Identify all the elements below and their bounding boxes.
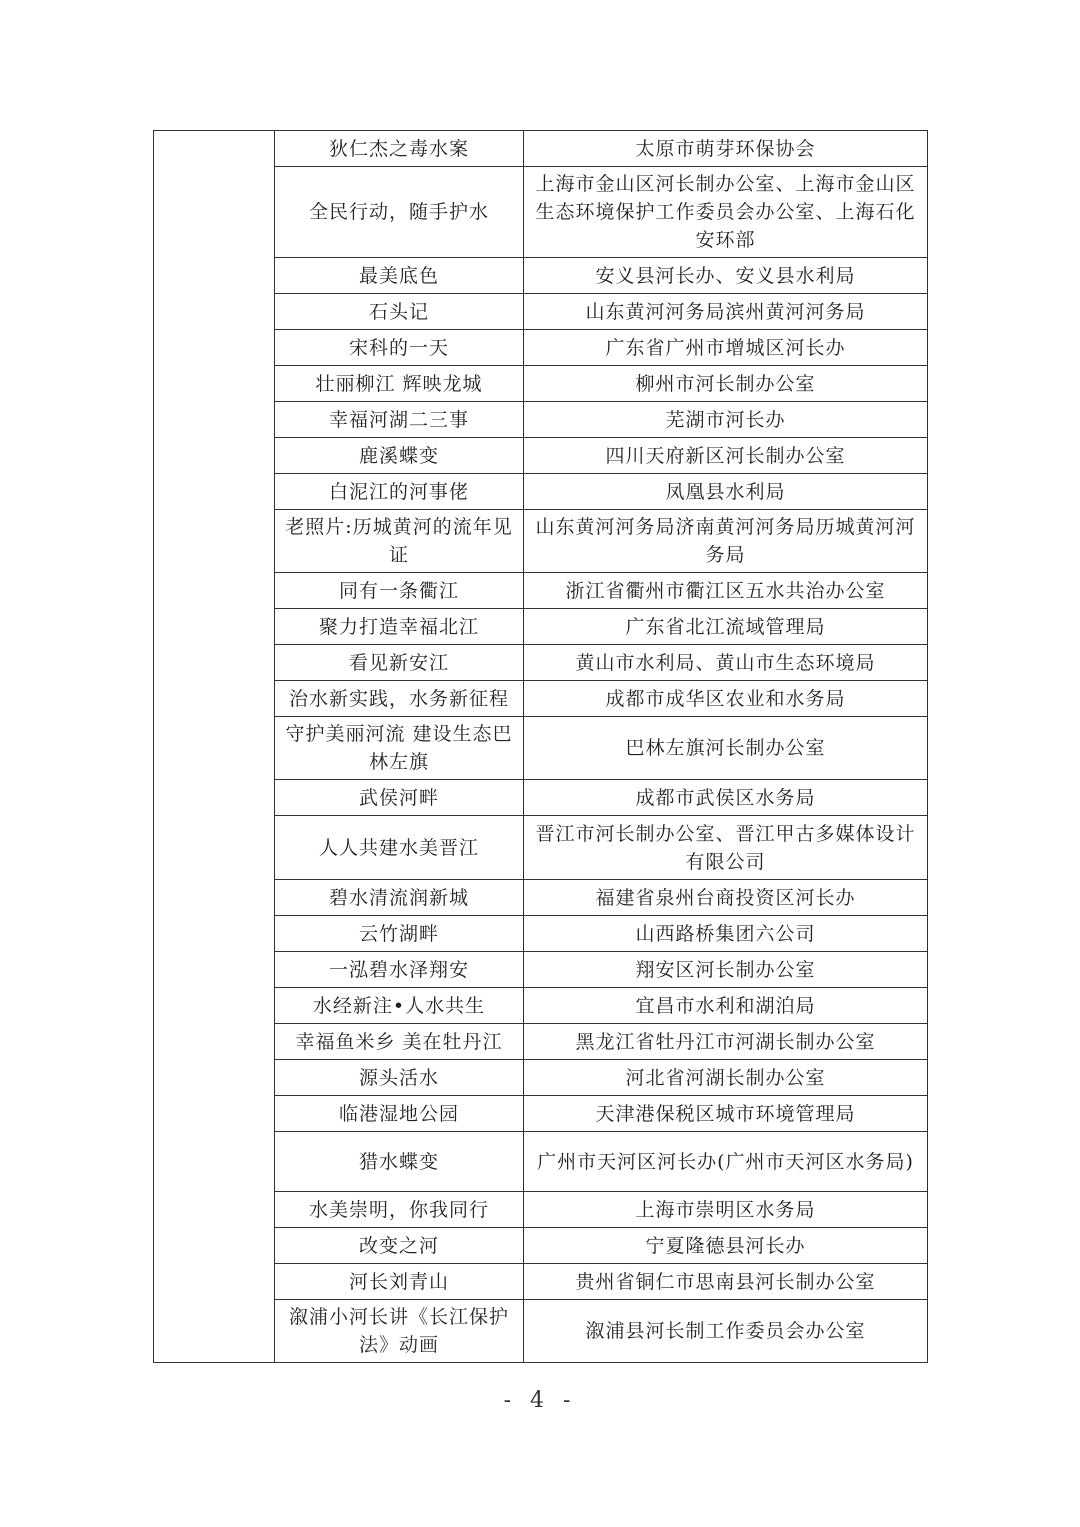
work-title-cell: 临港湿地公园 xyxy=(275,1096,524,1132)
work-title-cell: 石头记 xyxy=(275,294,524,330)
organization-cell: 河北省河湖长制办公室 xyxy=(524,1060,928,1096)
work-title-cell: 看见新安江 xyxy=(275,645,524,681)
organization-cell: 翔安区河长制办公室 xyxy=(524,952,928,988)
organization-cell: 凤凰县水利局 xyxy=(524,474,928,510)
work-title-cell: 聚力打造幸福北江 xyxy=(275,609,524,645)
work-title-cell: 幸福鱼米乡 美在牡丹江 xyxy=(275,1024,524,1060)
work-title-cell: 狄仁杰之毒水案 xyxy=(275,131,524,167)
work-title-cell: 守护美丽河流 建设生态巴林左旗 xyxy=(275,717,524,780)
organization-cell: 宜昌市水利和湖泊局 xyxy=(524,988,928,1024)
organization-cell: 广州市天河区河长办(广州市天河区水务局) xyxy=(524,1132,928,1192)
organization-cell: 溆浦县河长制工作委员会办公室 xyxy=(524,1300,928,1363)
organization-cell: 浙江省衢州市衢江区五水共治办公室 xyxy=(524,573,928,609)
page-number: - 4 - xyxy=(503,1388,577,1413)
work-title-cell: 宋科的一天 xyxy=(275,330,524,366)
awards-table xyxy=(153,130,928,1363)
organization-cell: 上海市崇明区水务局 xyxy=(524,1192,928,1228)
work-title-cell: 碧水清流润新城 xyxy=(275,880,524,916)
work-title-cell: 同有一条衢江 xyxy=(275,573,524,609)
organization-cell: 黑龙江省牡丹江市河湖长制办公室 xyxy=(524,1024,928,1060)
organization-cell: 山东黄河河务局滨州黄河河务局 xyxy=(524,294,928,330)
work-title-cell: 全民行动，随手护水 xyxy=(275,167,524,258)
organization-cell: 芜湖市河长办 xyxy=(524,402,928,438)
organization-cell: 福建省泉州台商投资区河长办 xyxy=(524,880,928,916)
work-title-cell: 水美崇明，你我同行 xyxy=(275,1192,524,1228)
work-title-cell: 壮丽柳江 辉映龙城 xyxy=(275,366,524,402)
organization-cell: 上海市金山区河长制办公室、上海市金山区生态环境保护工作委员会办公室、上海石化安环部 xyxy=(524,167,928,258)
work-title-cell: 武侯河畔 xyxy=(275,780,524,816)
organization-cell: 柳州市河长制办公室 xyxy=(524,366,928,402)
organization-cell: 广东省北江流域管理局 xyxy=(524,609,928,645)
organization-cell: 贵州省铜仁市思南县河长制办公室 xyxy=(524,1264,928,1300)
work-title-cell: 幸福河湖二三事 xyxy=(275,402,524,438)
organization-cell: 山西路桥集团六公司 xyxy=(524,916,928,952)
organization-cell: 宁夏隆德县河长办 xyxy=(524,1228,928,1264)
organization-cell: 黄山市水利局、黄山市生态环境局 xyxy=(524,645,928,681)
work-title-cell: 鹿溪蝶变 xyxy=(275,438,524,474)
work-title-cell: 猎水蝶变 xyxy=(275,1132,524,1192)
organization-cell: 巴林左旗河长制办公室 xyxy=(524,717,928,780)
work-title-cell: 改变之河 xyxy=(275,1228,524,1264)
table-body xyxy=(154,131,928,1363)
work-title-cell: 治水新实践，水务新征程 xyxy=(275,681,524,717)
organization-cell: 安义县河长办、安义县水利局 xyxy=(524,258,928,294)
work-title-cell: 人人共建水美晋江 xyxy=(275,816,524,880)
work-title-cell: 一泓碧水泽翔安 xyxy=(275,952,524,988)
table-row xyxy=(154,131,928,167)
organization-cell: 太原市萌芽环保协会 xyxy=(524,131,928,167)
work-title-cell: 云竹湖畔 xyxy=(275,916,524,952)
organization-cell: 天津港保税区城市环境管理局 xyxy=(524,1096,928,1132)
organization-cell: 晋江市河长制办公室、晋江甲古多媒体设计有限公司 xyxy=(524,816,928,880)
work-title-cell: 老照片:历城黄河的流年见证 xyxy=(275,510,524,573)
work-title-cell: 最美底色 xyxy=(275,258,524,294)
organization-cell: 四川天府新区河长制办公室 xyxy=(524,438,928,474)
organization-cell: 成都市成华区农业和水务局 xyxy=(524,681,928,717)
organization-cell: 山东黄河河务局济南黄河河务局历城黄河河务局 xyxy=(524,510,928,573)
work-title-cell: 水经新注•人水共生 xyxy=(275,988,524,1024)
work-title-cell: 白泥江的河事佬 xyxy=(275,474,524,510)
category-cell xyxy=(154,131,275,1363)
work-title-cell: 源头活水 xyxy=(275,1060,524,1096)
organization-cell: 广东省广州市增城区河长办 xyxy=(524,330,928,366)
work-title-cell: 溆浦小河长讲《长江保护法》动画 xyxy=(275,1300,524,1363)
organization-cell: 成都市武侯区水务局 xyxy=(524,780,928,816)
work-title-cell: 河长刘青山 xyxy=(275,1264,524,1300)
